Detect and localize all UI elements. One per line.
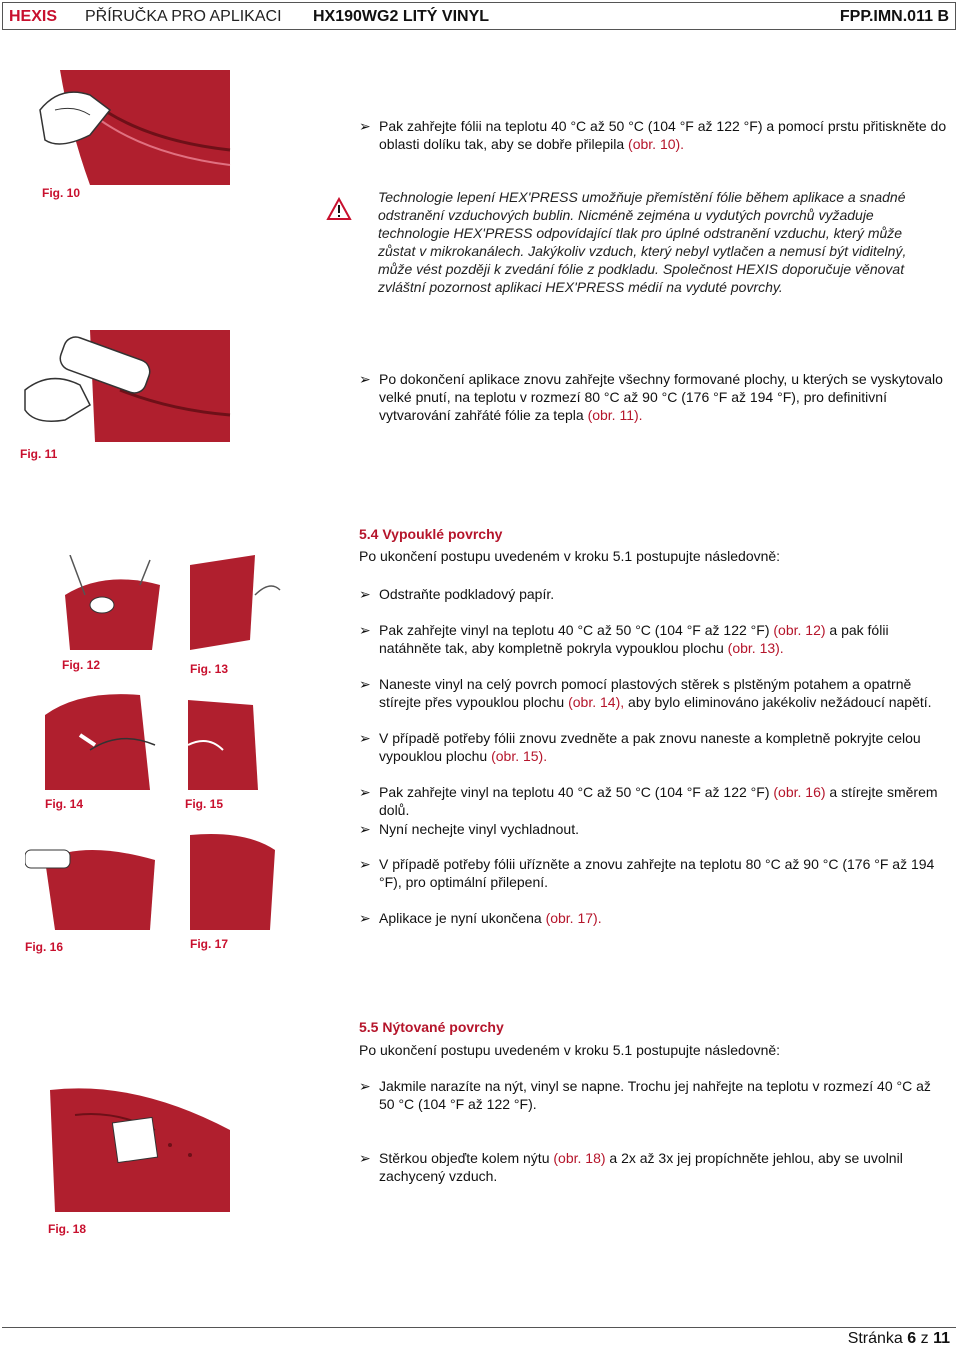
step-text: aby bylo eliminováno jakékoliv nežádoucí napětí. xyxy=(624,694,932,710)
step-text: Jakmile narazíte na nýt, vinyl se napne. Trochu jej nahřejte na teplotu v rozmezí 40 °C až 50 °C (104 °F až 122 °F). xyxy=(379,1078,931,1112)
step-text: Nyní nechejte vinyl vychladnout. xyxy=(379,821,579,837)
section-title: Nýtované povrchy xyxy=(378,1019,504,1035)
figure-16-image xyxy=(25,830,165,935)
step-text: Pak zahřejte fólii na teplotu 40 °C až 50 °C (104 °F až 122 °F) a pomocí prstu přitiskněte do oblasti dolíku tak, aby se dobře přilepila xyxy=(379,118,947,152)
fig-13-label: Fig. 13 xyxy=(190,662,229,676)
arrow-bullet-icon: ➢ xyxy=(359,784,371,800)
fig-ref: (obr. 11). xyxy=(587,407,643,423)
fig-ref: (obr. 18) xyxy=(553,1150,606,1166)
step-finished xyxy=(359,909,949,927)
arrow-bullet-icon: ➢ xyxy=(359,821,371,837)
section-intro: Po ukončení postupu uvedeném v kroku 5.1 postupujte následovně: xyxy=(359,548,781,564)
section-heading-riveted xyxy=(359,1019,504,1035)
warning-text: Technologie lepení HEX'PRESS umožňuje přemístění fólie během aplikace a snadné odstranění vzduchových bublin. Nicméně zejména u vydutých povrchů vyžaduje technologie HEX'PRESS odpovídající tlak pro úplné odstranění vzduchu, který může zůstat v mikrokanálech. Jakýkoliv vzduch, který nebyl vytlačen a nemusí být viditelný, může vést později k zvedání fólie z podkladu. Společnost HEXIS doporučuje věnovat zvláštní pozornost aplikaci HEX'PRESS médií na vyduté povrchy. xyxy=(378,189,907,295)
step-heat-down xyxy=(359,783,949,818)
figure-17-image xyxy=(185,830,285,935)
fig-16-label: Fig. 16 xyxy=(25,940,64,954)
total-pages: 11 xyxy=(933,1330,950,1347)
page-header xyxy=(2,2,956,30)
arrow-bullet-icon: ➢ xyxy=(359,676,371,692)
fig-ref: (obr. 16) xyxy=(773,784,826,800)
page-separator: z xyxy=(916,1330,934,1347)
section-title: Vypouklé povrchy xyxy=(378,526,503,542)
section-number: 5.5 xyxy=(359,1019,379,1035)
fig-15-label: Fig. 15 xyxy=(185,797,224,811)
step-text: a pak fólii natáhněte tak, aby kompletně pokryla vypouklou plochu xyxy=(379,622,889,656)
arrow-bullet-icon: ➢ xyxy=(359,371,371,387)
fig-ref: (obr. 13). xyxy=(727,640,784,656)
step-remove-liner xyxy=(359,585,949,603)
fig-ref: (obr. 17). xyxy=(545,910,602,926)
arrow-bullet-icon: ➢ xyxy=(359,622,371,638)
step-text: Po dokončení aplikace znovu zahřejte všechny formované plochy, u kterých se vyskytovalo velké pnutí, na teplotu v rozmezí 80 °C až 90 °C (176 °F až 194 °F), pro definitivní vytvarování zahřáté fólie za tepla xyxy=(379,371,943,423)
step-heat-dimple xyxy=(359,117,949,157)
step-reapply xyxy=(359,729,949,765)
current-page: 6 xyxy=(907,1330,917,1347)
page-number xyxy=(848,1330,950,1348)
figure-18-image xyxy=(45,1080,235,1215)
fig-ref: (obr. 15). xyxy=(491,748,548,764)
fig-10-label: Fig. 10 xyxy=(42,186,81,200)
fig-ref: (obr. 10). xyxy=(628,136,685,152)
step-text: Pak zahřejte vinyl na teplotu 40 °C až 50 °C (104 °F až 122 °F) xyxy=(379,622,774,638)
footer-rule xyxy=(2,1327,956,1328)
step-text: V případě potřeby fólii uřízněte a znovu zahřejte na teplotu 80 °C až 90 °C (176 °F až 194 °F), pro optimální přilepení. xyxy=(379,856,935,890)
step-text: Aplikace je nyní ukončena xyxy=(379,910,546,926)
product-name: HX190WG2 LITÝ VINYL xyxy=(313,8,490,25)
page-label: Stránka xyxy=(847,1330,908,1347)
section-number: 5.4 xyxy=(359,526,379,542)
arrow-bullet-icon: ➢ xyxy=(359,118,371,134)
figure-11-image xyxy=(20,330,235,445)
step-text: Odstraňte podkladový papír. xyxy=(379,586,555,602)
step-cool xyxy=(359,820,949,838)
fig-14-label: Fig. 14 xyxy=(45,797,84,811)
step-text: Naneste vinyl na celý povrch pomocí plastových stěrek s plstěným potahem a opatrně stírejte přes vypouklou plochu xyxy=(379,676,912,710)
arrow-bullet-icon: ➢ xyxy=(359,856,371,872)
step-trim-reheat xyxy=(359,855,949,891)
warning-icon xyxy=(326,197,352,221)
fig-18-label: Fig. 18 xyxy=(48,1222,87,1236)
arrow-bullet-icon: ➢ xyxy=(359,910,371,926)
figure-14-image xyxy=(40,690,175,795)
arrow-bullet-icon: ➢ xyxy=(359,730,371,746)
arrow-bullet-icon: ➢ xyxy=(359,586,371,602)
step-text: a stírejte směrem dolů. xyxy=(379,784,938,818)
section-heading-convex xyxy=(359,526,502,542)
fig-17-label: Fig. 17 xyxy=(190,937,229,951)
fig-12-label: Fig. 12 xyxy=(62,658,101,672)
figure-10-image xyxy=(30,70,240,185)
step-apply-squeegee xyxy=(359,675,949,711)
fig-ref: (obr. 14), xyxy=(568,694,625,710)
section-intro: Po ukončení postupu uvedeném v kroku 5.1 postupujte následovně: xyxy=(359,1042,781,1058)
step-text: Stěrkou objeďte kolem nýtu xyxy=(379,1150,554,1166)
figure-15-image xyxy=(183,695,283,795)
step-rivet-heat xyxy=(359,1077,949,1113)
brand-name: HEXIS xyxy=(9,8,58,25)
step-rivet-pierce xyxy=(359,1149,949,1185)
step-text: V případě potřeby fólii znovu zvedněte a pak znovu naneste a kompletně pokryjte celou vypouklou plochu xyxy=(379,730,921,764)
step-text: a 2x až 3x jej propíchněte jehlou, aby se uvolnil zachycený vzduch. xyxy=(379,1150,903,1184)
document-code: FPP.IMN.011 B xyxy=(839,8,949,25)
arrow-bullet-icon: ➢ xyxy=(359,1150,371,1166)
step-heat-stretch xyxy=(359,621,949,657)
arrow-bullet-icon: ➢ xyxy=(359,1078,371,1094)
fig-ref: (obr. 12) xyxy=(773,622,826,638)
figure-13-image xyxy=(185,555,285,660)
figure-12-image xyxy=(40,555,175,655)
manual-title: PŘÍRUČKA PRO APLIKACI xyxy=(85,8,282,25)
fig-11-label: Fig. 11 xyxy=(20,447,58,461)
step-reheat-formed xyxy=(359,370,949,428)
step-text: Pak zahřejte vinyl na teplotu 40 °C až 50 °C (104 °F až 122 °F) xyxy=(379,784,774,800)
